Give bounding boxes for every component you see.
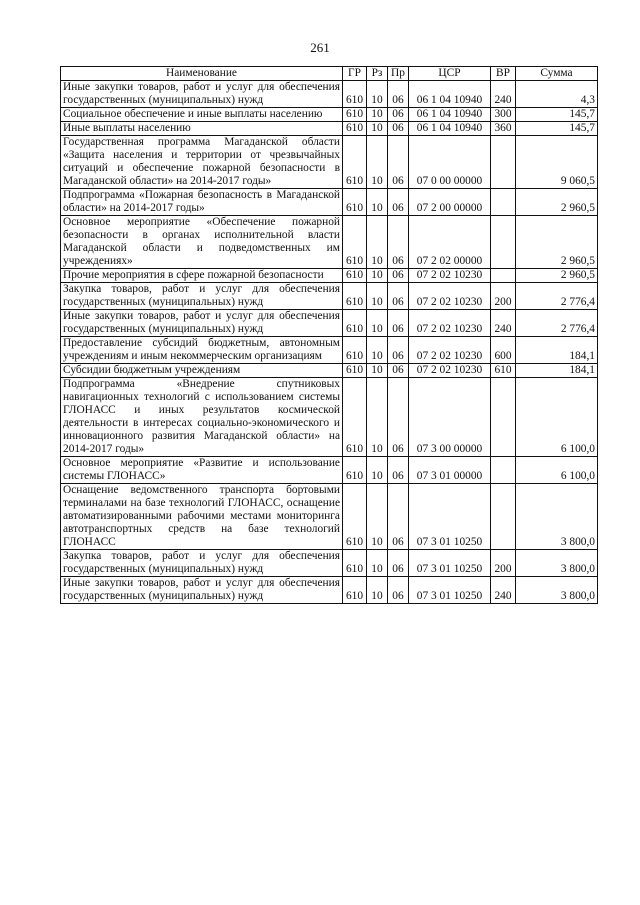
cell-sum: 145,7	[516, 122, 598, 136]
cell-gr: 610	[343, 81, 367, 108]
cell-rz: 10	[367, 108, 388, 122]
cell-name: Основное мероприятие «Развитие и использование системы ГЛОНАСС»	[61, 457, 343, 484]
cell-csr: 07 2 02 10230	[409, 364, 491, 378]
table-row	[61, 216, 598, 269]
cell-name: Закупка товаров, работ и услуг для обеспечения государственных (муниципальных) нужд	[61, 283, 343, 310]
cell-sum: 184,1	[516, 364, 598, 378]
cell-rz: 10	[367, 550, 388, 577]
cell-gr: 610	[343, 484, 367, 550]
cell-vr	[491, 189, 516, 216]
header-csr: ЦСР	[409, 67, 491, 81]
cell-rz: 10	[367, 283, 388, 310]
cell-pr: 06	[388, 484, 409, 550]
cell-gr: 610	[343, 136, 367, 189]
cell-pr: 06	[388, 81, 409, 108]
cell-gr: 610	[343, 122, 367, 136]
cell-vr: 200	[491, 283, 516, 310]
cell-vr	[491, 457, 516, 484]
cell-name: Основное мероприятие «Обеспечение пожарной безопасности в органах исполнительной власти Магаданской области и подведомственных им учреждениях»	[61, 216, 343, 269]
cell-gr: 610	[343, 550, 367, 577]
cell-name: Подпрограмма «Пожарная безопасность в Магаданской области» на 2014-2017 годы»	[61, 189, 343, 216]
table-row	[61, 136, 598, 189]
cell-rz: 10	[367, 337, 388, 364]
cell-rz: 10	[367, 136, 388, 189]
table-row	[61, 484, 598, 550]
cell-rz: 10	[367, 364, 388, 378]
cell-vr	[491, 216, 516, 269]
cell-gr: 610	[343, 364, 367, 378]
page-number: 261	[310, 40, 330, 55]
cell-pr: 06	[388, 457, 409, 484]
cell-name: Социальное обеспечение и иные выплаты населению	[61, 108, 343, 122]
cell-rz: 10	[367, 122, 388, 136]
cell-sum: 145,7	[516, 108, 598, 122]
cell-vr: 200	[491, 550, 516, 577]
cell-sum: 2 776,4	[516, 283, 598, 310]
cell-sum: 2 960,5	[516, 189, 598, 216]
cell-sum: 2 960,5	[516, 216, 598, 269]
cell-name: Предоставление субсидий бюджетным, автономным учреждениям и иным некоммерческим организациям	[61, 337, 343, 364]
cell-sum: 184,1	[516, 337, 598, 364]
cell-vr: 240	[491, 577, 516, 604]
cell-rz: 10	[367, 189, 388, 216]
cell-sum: 3 800,0	[516, 550, 598, 577]
cell-vr: 610	[491, 364, 516, 378]
cell-vr	[491, 269, 516, 283]
cell-pr: 06	[388, 577, 409, 604]
cell-name: Подпрограмма «Внедрение спутниковых навигационных технологий с использованием системы ГЛОНАСС и иных результатов космической деятельности в интересах социально-экономического и инновационного развития Магаданской области» на 2014-2017 годы»	[61, 378, 343, 457]
table-row	[61, 577, 598, 604]
cell-gr: 610	[343, 269, 367, 283]
cell-gr: 610	[343, 310, 367, 337]
cell-pr: 06	[388, 189, 409, 216]
cell-name: Прочие мероприятия в сфере пожарной безопасности	[61, 269, 343, 283]
cell-pr: 06	[388, 216, 409, 269]
cell-rz: 10	[367, 310, 388, 337]
table-row	[61, 378, 598, 457]
cell-name: Оснащение ведомственного транспорта бортовыми терминалами на базе технологий ГЛОНАСС, оснащение автоматизированными рабочими местами мониторинга автотранспортных средств на базе технологий ГЛОНАСС	[61, 484, 343, 550]
cell-csr: 07 3 01 00000	[409, 457, 491, 484]
cell-pr: 06	[388, 283, 409, 310]
cell-pr: 06	[388, 364, 409, 378]
cell-rz: 10	[367, 577, 388, 604]
cell-csr: 07 2 02 10230	[409, 310, 491, 337]
cell-gr: 610	[343, 457, 367, 484]
cell-vr: 240	[491, 310, 516, 337]
cell-rz: 10	[367, 484, 388, 550]
cell-name: Иные закупки товаров, работ и услуг для обеспечения государственных (муниципальных) нужд	[61, 577, 343, 604]
table-row	[61, 364, 598, 378]
cell-pr: 06	[388, 108, 409, 122]
cell-rz: 10	[367, 269, 388, 283]
cell-name: Закупка товаров, работ и услуг для обеспечения государственных (муниципальных) нужд	[61, 550, 343, 577]
cell-name: Иные выплаты населению	[61, 122, 343, 136]
cell-csr: 07 2 02 10230	[409, 269, 491, 283]
cell-csr: 07 2 02 00000	[409, 216, 491, 269]
table-row	[61, 108, 598, 122]
table-header-row	[61, 67, 598, 81]
cell-gr: 610	[343, 216, 367, 269]
cell-vr: 240	[491, 81, 516, 108]
cell-sum: 2 776,4	[516, 310, 598, 337]
cell-sum: 4,3	[516, 81, 598, 108]
cell-pr: 06	[388, 337, 409, 364]
cell-csr: 06 1 04 10940	[409, 81, 491, 108]
cell-vr: 360	[491, 122, 516, 136]
cell-csr: 07 2 02 10230	[409, 283, 491, 310]
cell-sum: 3 800,0	[516, 484, 598, 550]
cell-sum: 3 800,0	[516, 577, 598, 604]
cell-rz: 10	[367, 378, 388, 457]
cell-pr: 06	[388, 122, 409, 136]
cell-gr: 610	[343, 283, 367, 310]
header-gr: ГР	[343, 67, 367, 81]
cell-vr: 600	[491, 337, 516, 364]
cell-sum: 9 060,5	[516, 136, 598, 189]
cell-name: Государственная программа Магаданской области «Защита населения и территории от чрезвычайных ситуаций и обеспечение пожарной безопасности в Магаданской области» на 2014-2017 годы»	[61, 136, 343, 189]
table-row	[61, 283, 598, 310]
table-row	[61, 189, 598, 216]
table-body	[61, 81, 598, 604]
table-row	[61, 122, 598, 136]
table-row	[61, 269, 598, 283]
cell-name: Иные закупки товаров, работ и услуг для обеспечения государственных (муниципальных) нужд	[61, 81, 343, 108]
table-row	[61, 457, 598, 484]
cell-gr: 610	[343, 577, 367, 604]
cell-pr: 06	[388, 550, 409, 577]
header-name: Наименование	[61, 67, 343, 81]
cell-pr: 06	[388, 310, 409, 337]
cell-csr: 07 0 00 00000	[409, 136, 491, 189]
cell-csr: 07 2 02 10230	[409, 337, 491, 364]
cell-pr: 06	[388, 136, 409, 189]
header-sum: Сумма	[516, 67, 598, 81]
cell-pr: 06	[388, 269, 409, 283]
table-row	[61, 337, 598, 364]
cell-gr: 610	[343, 337, 367, 364]
cell-csr: 07 3 01 10250	[409, 577, 491, 604]
table-row	[61, 81, 598, 108]
cell-vr	[491, 136, 516, 189]
cell-gr: 610	[343, 189, 367, 216]
cell-vr	[491, 484, 516, 550]
cell-csr: 07 2 00 00000	[409, 189, 491, 216]
cell-vr: 300	[491, 108, 516, 122]
budget-table	[60, 66, 598, 604]
cell-csr: 07 3 01 10250	[409, 550, 491, 577]
cell-name: Иные закупки товаров, работ и услуг для обеспечения государственных (муниципальных) нужд	[61, 310, 343, 337]
cell-sum: 6 100,0	[516, 378, 598, 457]
header-vr: ВР	[491, 67, 516, 81]
header-rz: Рз	[367, 67, 388, 81]
cell-sum: 2 960,5	[516, 269, 598, 283]
cell-csr: 07 3 00 00000	[409, 378, 491, 457]
table-row	[61, 550, 598, 577]
cell-sum: 6 100,0	[516, 457, 598, 484]
cell-name: Субсидии бюджетным учреждениям	[61, 364, 343, 378]
header-pr: Пр	[388, 67, 409, 81]
cell-csr: 06 1 04 10940	[409, 108, 491, 122]
cell-csr: 07 3 01 10250	[409, 484, 491, 550]
cell-rz: 10	[367, 216, 388, 269]
table-row	[61, 310, 598, 337]
cell-rz: 10	[367, 457, 388, 484]
cell-gr: 610	[343, 378, 367, 457]
cell-csr: 06 1 04 10940	[409, 122, 491, 136]
cell-rz: 10	[367, 81, 388, 108]
cell-gr: 610	[343, 108, 367, 122]
cell-vr	[491, 378, 516, 457]
cell-pr: 06	[388, 378, 409, 457]
